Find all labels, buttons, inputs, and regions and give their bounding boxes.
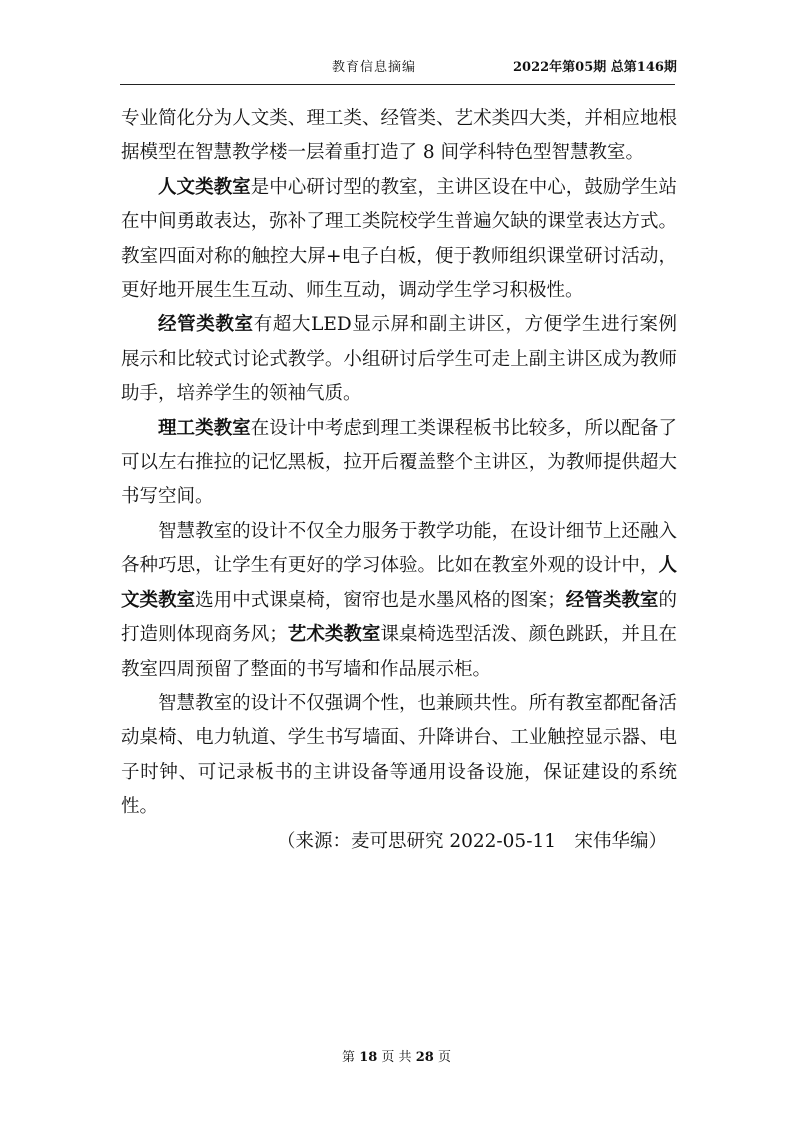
bold-term: 人文类教室: [121, 555, 677, 611]
paragraph-engineering: [121, 412, 677, 515]
paragraph-economics: [121, 308, 677, 411]
page-header: [0, 56, 793, 80]
paragraph-humanities: [121, 171, 677, 309]
source-citation: （来源：麦可思研究 2022-05-11 宋伟华编）: [276, 830, 667, 852]
page-footer: [0, 1046, 793, 1065]
bold-term: 理工类教室: [158, 417, 251, 439]
publication-name: 教育信息摘编: [332, 60, 417, 75]
article-body: [121, 102, 677, 859]
paragraph-text: 课桌椅选型活泼、颜色跳跃，并且在教室四周预留了整面的书写墙和作品展示柜。: [121, 624, 677, 680]
bold-term: 人文类教室: [158, 176, 251, 198]
paragraph-text: 智慧教室的设计不仅全力服务于教学功能，在设计细节上还融入各种巧思，让学生有更好的学习体验。比如在教室外观的设计中，: [121, 520, 677, 577]
paragraph-design-details: [121, 515, 677, 687]
footer-middle: 页 共: [381, 1050, 412, 1065]
footer-prefix: 第: [342, 1050, 356, 1065]
bold-term: 经管类教室: [565, 589, 659, 611]
paragraph-intro: [121, 102, 677, 171]
paragraph-text: 智慧教室的设计不仅强调个性，也兼顾共性。所有教室都配备活动桌椅、电力轨道、学生书写墙面、升降讲台、工业触控显示器、电子时钟、可记录板书的主讲设备等通用设备设施，保证建设的系统性。: [121, 692, 677, 818]
paragraph-text: 选用中式课桌椅，窗帘也是水墨风格的图案；: [195, 589, 566, 611]
current-page-number: 18: [359, 1050, 378, 1065]
issue-number: 2022年第05期 总第146期: [513, 60, 677, 75]
paragraph-text: 的打造则体现商务风；: [121, 589, 677, 646]
bold-term: 艺术类教室: [287, 624, 381, 646]
total-page-number: 28: [415, 1050, 434, 1065]
bold-term: 经管类教室: [158, 314, 254, 336]
header-divider: [120, 84, 675, 85]
paragraph-text: 专业简化分为人文类、理工类、经管类、艺术类四大类，并相应地根据模型在智慧教学楼一层着重打造了 8 间学科特色型智慧教室。: [121, 108, 677, 164]
paragraph-text: 在设计中考虑到理工类课程板书比较多，所以配备了可以左右推拉的记忆黑板，拉开后覆盖整个主讲区，为教师提供超大书写空间。: [121, 417, 677, 508]
paragraph-commonality: [121, 687, 677, 825]
paragraph-text: 有超大LED显示屏和副主讲区，方便学生进行案例展示和比较式讨论式教学。小组研讨后学生可走上副主讲区成为教师助手，培养学生的领袖气质。: [121, 314, 677, 405]
footer-suffix: 页: [437, 1050, 451, 1065]
paragraph-text: 是中心研讨型的教室，主讲区设在中心，鼓励学生站在中间勇敢表达，弥补了理工类院校学生普遍欠缺的课堂表达方式。教室四面对称的触控大屏+电子白板，便于教师组织课堂研讨活动，更好地开展生生互动、师生互动，调动学生学习积极性。: [121, 176, 677, 302]
